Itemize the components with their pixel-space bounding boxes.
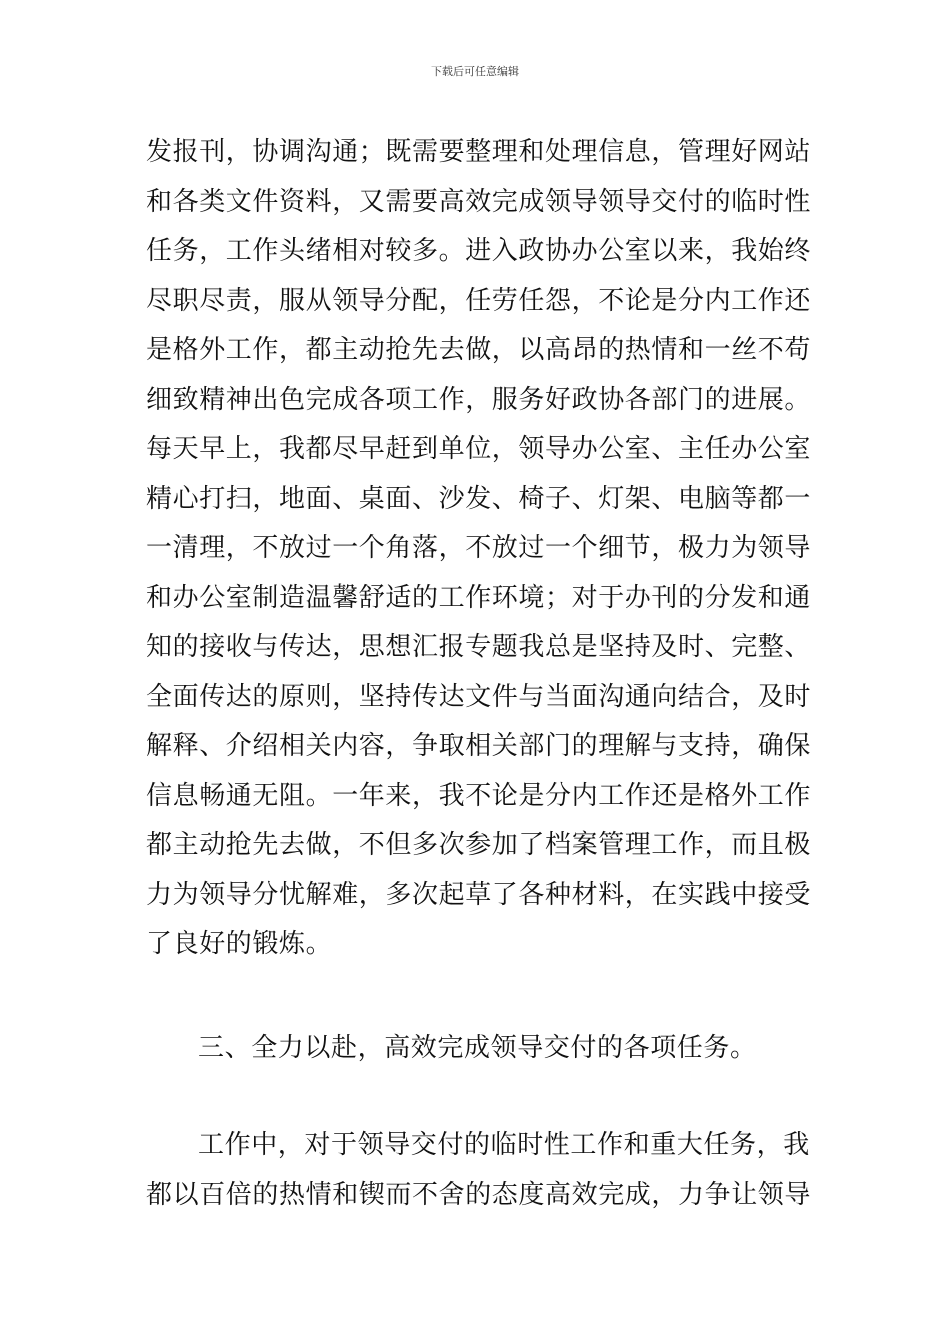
section-heading: 三、全力以赴，高效完成领导交付的各项任务。 [198,1033,757,1063]
paragraph-line: 了良好的锻炼。 [146,929,333,959]
paragraph-line: 一清理，不放过一个角落，不放过一个细节，极力为领导 [146,533,812,563]
paragraph-line: 任务，工作头绪相对较多。进入政协办公室以来，我始终 [146,236,812,266]
body-paragraph [146,128,810,970]
paragraph-line: 和办公室制造温馨舒适的工作环境；对于办刊的分发和通 [146,582,812,613]
paragraph-line: 和各类文件资料，又需要高效完成领导领导交付的临时性 [146,186,812,217]
paragraph-line: 解释、介绍相关内容，争取相关部门的理解与支持，确保 [146,731,812,761]
paragraph-line: 都以百倍的热情和锲而不舍的态度高效完成，力争让领导 [146,1180,812,1210]
paragraph-line: 知的接收与传达，思想汇报专题我总是坚持及时、完整、 [146,632,812,662]
page-header: 下载后可任意编辑 [431,65,519,78]
paragraph-line: 是格外工作，都主动抢先去做，以高昂的热情和一丝不苟 [146,335,812,365]
paragraph-line: 信息畅通无阻。一年来，我不论是分内工作还是格外工作 [146,780,812,811]
paragraph-line: 细致精神出色完成各项工作，服务好政协各部门的进展。 [146,384,812,415]
paragraph-line: 精心打扫，地面、桌面、沙发、椅子、灯架、电脑等都一 [146,483,812,514]
paragraph-line: 工作中，对于领导交付的临时性工作和重大任务，我 [198,1130,810,1160]
paragraph-line: 全面传达的原则，坚持传达文件与当面沟通向结合，及时 [146,681,812,712]
paragraph-line: 每天早上，我都尽早赶到单位，领导办公室、主任办公室 [146,434,812,464]
paragraph-line: 发报刊，协调沟通；既需要整理和处理信息，管理好网站 [146,137,812,167]
paragraph-line: 力为领导分忧解难，多次起草了各种材料，在实践中接受 [146,879,812,910]
paragraph-line: 都主动抢先去做，不但多次参加了档案管理工作，而且极 [146,830,812,860]
paragraph-line: 尽职尽责，服从领导分配，任劳任怨，不论是分内工作还 [146,285,812,316]
body-paragraph [146,1120,810,1220]
